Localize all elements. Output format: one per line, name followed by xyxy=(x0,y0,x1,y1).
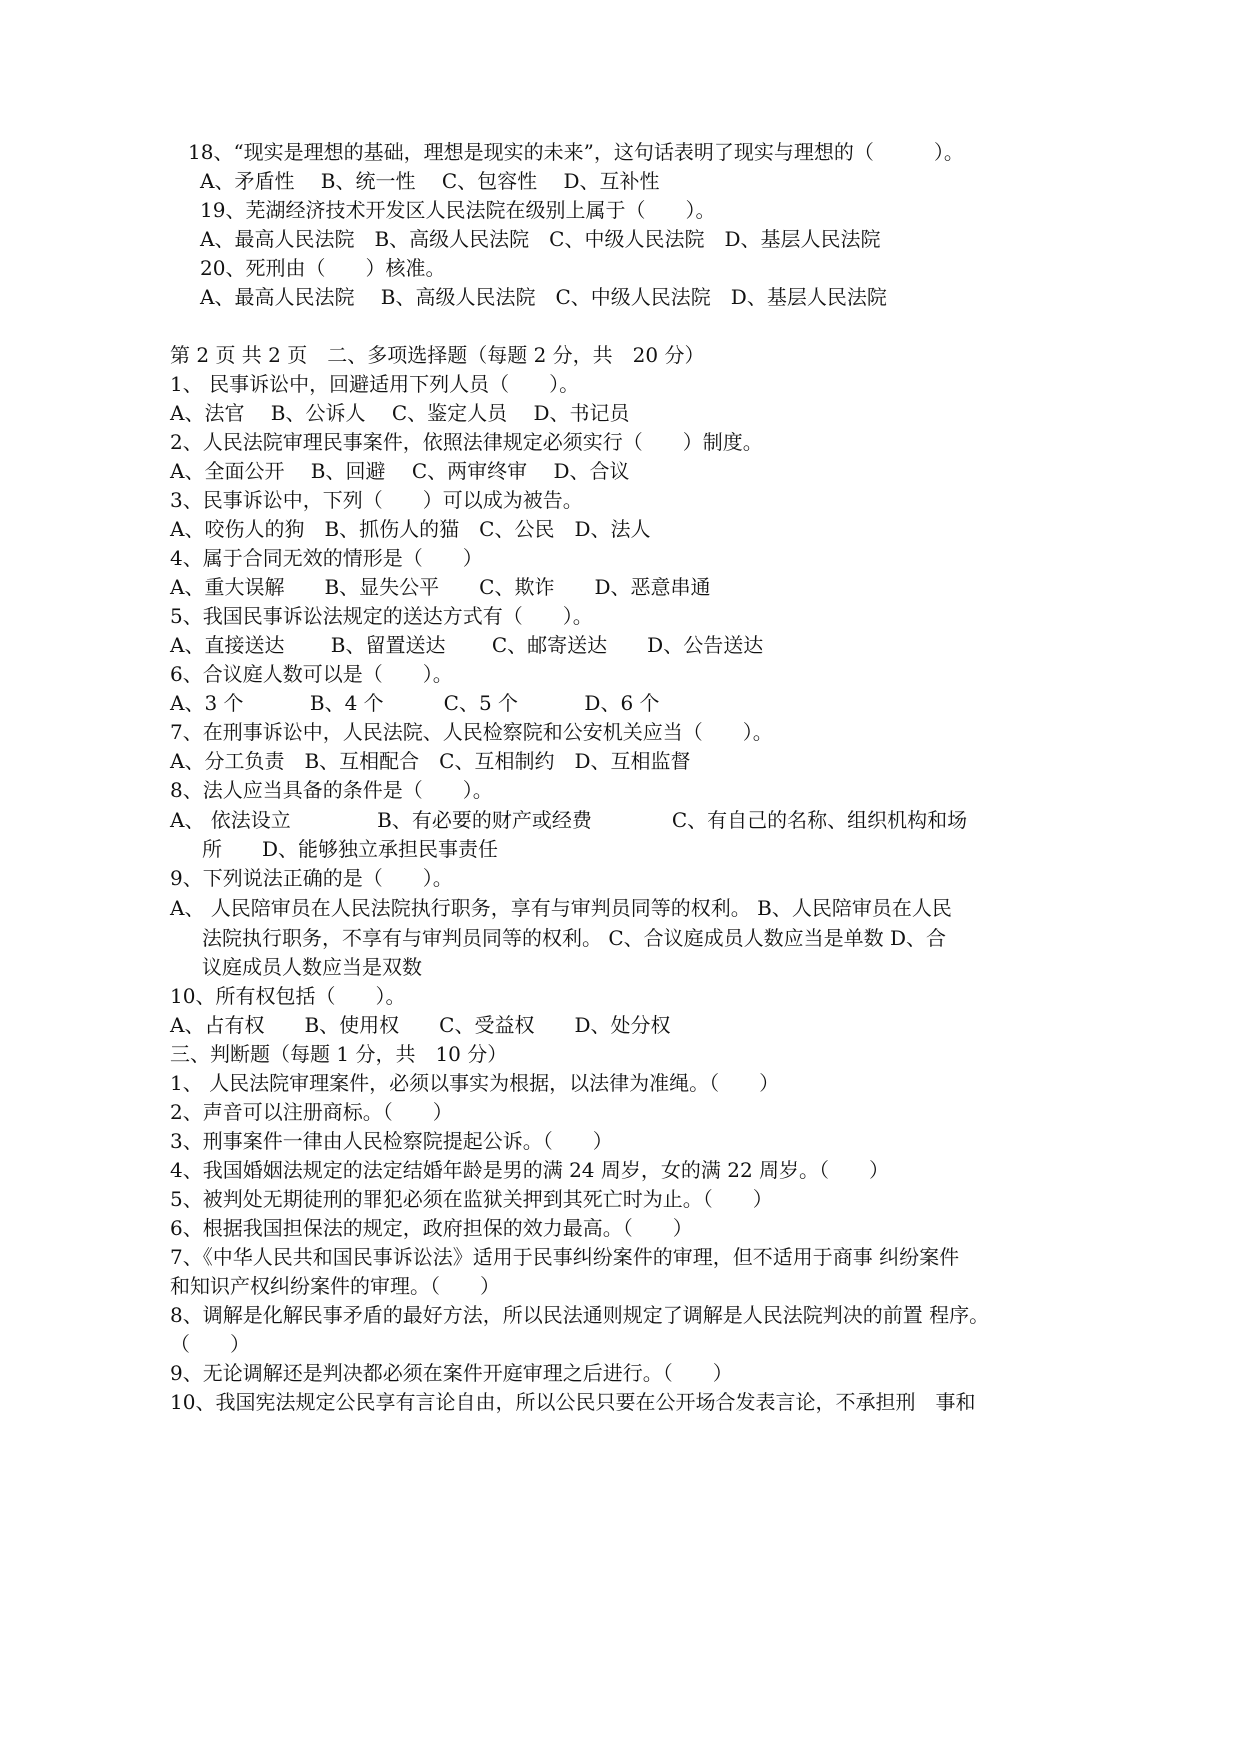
mc-question-9-options: A、 人民陪审员在人民法院执行职务，享有与审判员同等的权利。 B、人民陪审员在人民 xyxy=(170,896,952,920)
mc-question-9-options-cont-2: 议庭成员人数应当是双数 xyxy=(202,955,422,979)
mc-question-3-options: A、咬伤人的狗 B、抓伤人的猫 C、公民 D、法人 xyxy=(170,517,651,541)
mc-question-4: 4、属于合同无效的情形是（ ） xyxy=(170,546,483,570)
tf-question-4: 4、我国婚姻法规定的法定结婚年龄是男的满 24 周岁，女的满 22 周岁。（ ） xyxy=(170,1158,890,1182)
mc-question-1: 1、 民事诉讼中，回避适用下列人员（ ）。 xyxy=(170,372,580,396)
mc-question-8-options: A、 依法设立 B、有必要的财产或经费 C、有自己的名称、组织机构和场 xyxy=(170,808,968,832)
tf-question-3: 3、刑事案件一律由人民检察院提起公诉。（ ） xyxy=(170,1129,613,1153)
mc-question-5: 5、我国民事诉讼法规定的送达方式有（ ）。 xyxy=(170,604,593,628)
tf-question-2: 2、声音可以注册商标。（ ） xyxy=(170,1100,453,1124)
mc-question-7-options: A、分工负责 B、互相配合 C、互相制约 D、互相监督 xyxy=(170,749,691,773)
tf-question-7-cont: 和知识产权纠纷案件的审理。（ ） xyxy=(170,1274,500,1298)
q19-options: A、最高人民法院 B、高级人民法院 C、中级人民法院 D、基层人民法院 xyxy=(200,227,881,251)
mc-question-6-options: A、3 个 B、4 个 C、5 个 D、6 个 xyxy=(170,691,660,715)
mc-question-9-options-cont: 法院执行职务，不享有与审判员同等的权利。 C、合议庭成员人数应当是单数 D、合 xyxy=(202,926,947,950)
question-18: 18、“现实是理想的基础，理想是现实的未来”，这句话表明了现实与理想的（ ）。 xyxy=(188,140,964,164)
mc-question-2-options: A、全面公开 B、回避 C、两审终审 D、合议 xyxy=(170,459,630,483)
mc-question-5-options: A、直接送达 B、留置送达 C、邮寄送达 D、公告送达 xyxy=(170,633,764,657)
tf-question-1: 1、 人民法院审理案件，必须以事实为根据，以法律为准绳。（ ） xyxy=(170,1071,780,1095)
tf-question-7: 7、《中华人民共和国民事诉讼法》适用于民事纠纷案件的审理，但不适用于商事 纠纷案件 xyxy=(170,1245,960,1269)
mc-question-6: 6、合议庭人数可以是（ ）。 xyxy=(170,662,453,686)
q20-options: A、最高人民法院 B、高级人民法院 C、中级人民法院 D、基层人民法院 xyxy=(200,285,887,309)
mc-question-7: 7、在刑事诉讼中，人民法院、人民检察院和公安机关应当（ ）。 xyxy=(170,720,773,744)
tf-question-5: 5、被判处无期徒刑的罪犯必须在监狱关押到其死亡时为止。（ ） xyxy=(170,1187,773,1211)
tf-question-8-cont: （ ） xyxy=(170,1332,250,1356)
mc-question-4-options: A、重大误解 B、显失公平 C、欺诈 D、恶意串通 xyxy=(170,575,711,599)
section-2-heading: 第 2 页 共 2 页 二、多项选择题（每题 2 分，共 20 分） xyxy=(170,343,705,367)
mc-question-2: 2、人民法院审理民事案件，依照法律规定必须实行（ ）制度。 xyxy=(170,430,763,454)
question-19: 19、芜湖经济技术开发区人民法院在级别上属于（ ）。 xyxy=(200,198,716,222)
tf-question-10: 10、我国宪法规定公民享有言论自由，所以公民只要在公开场合发表言论，不承担刑 事和 xyxy=(170,1390,976,1414)
mc-question-8-options-cont: 所 D、能够独立承担民事责任 xyxy=(202,837,499,861)
mc-question-3: 3、民事诉讼中，下列（ ）可以成为被告。 xyxy=(170,488,583,512)
tf-question-6: 6、根据我国担保法的规定，政府担保的效力最高。（ ） xyxy=(170,1216,693,1240)
section-3-heading: 三、判断题（每题 1 分，共 10 分） xyxy=(170,1042,508,1066)
mc-question-1-options: A、法官 B、公诉人 C、鉴定人员 D、书记员 xyxy=(170,401,630,425)
mc-question-10-options: A、占有权 B、使用权 C、受益权 D、处分权 xyxy=(170,1013,671,1037)
tf-question-9: 9、无论调解还是判决都必须在案件开庭审理之后进行。（ ） xyxy=(170,1361,733,1385)
q18-options: A、矛盾性 B、统一性 C、包容性 D、互补性 xyxy=(200,169,660,193)
mc-question-8: 8、法人应当具备的条件是（ ）。 xyxy=(170,778,493,802)
tf-question-8: 8、调解是化解民事矛盾的最好方法，所以民法通则规定了调解是人民法院判决的前置 程序。 xyxy=(170,1303,990,1327)
mc-question-10: 10、所有权包括（ ）。 xyxy=(170,984,406,1008)
mc-question-9: 9、下列说法正确的是（ ）。 xyxy=(170,866,453,890)
question-20: 20、死刑由（ ）核准。 xyxy=(200,256,446,280)
